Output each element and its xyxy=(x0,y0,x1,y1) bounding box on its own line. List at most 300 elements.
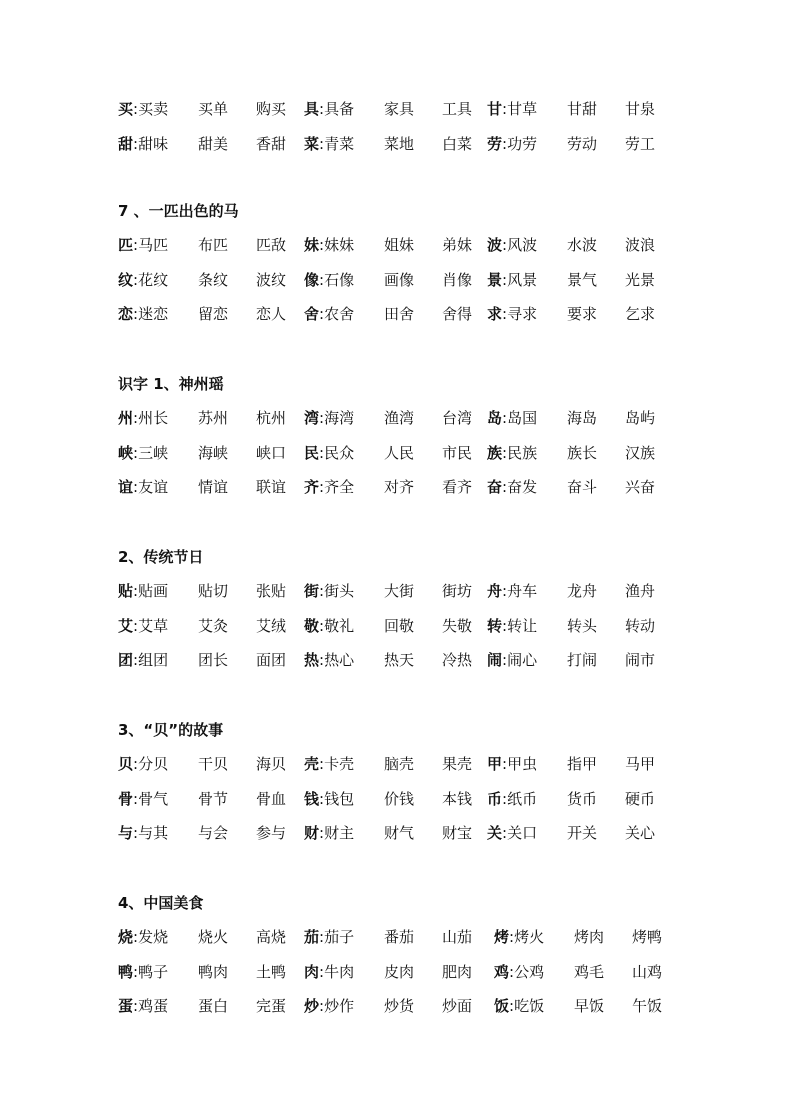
vocab-character: 热 xyxy=(304,651,320,669)
vocab-row xyxy=(0,96,790,122)
vocab-entry xyxy=(304,959,354,985)
vocab-word: 海湾 xyxy=(324,409,355,427)
colon-separator: : xyxy=(502,789,508,808)
vocab-row xyxy=(0,578,790,604)
vocab-character: 求 xyxy=(487,305,503,323)
vocab-word: 马匹 xyxy=(138,236,169,254)
vocab-word: 干贝 xyxy=(198,755,229,773)
vocab-entry xyxy=(487,647,537,673)
vocab-word: 冷热 xyxy=(442,651,473,669)
vocab-character: 街 xyxy=(304,582,320,600)
vocab-word: 闹市 xyxy=(625,651,656,669)
vocab-word: 青菜 xyxy=(324,134,355,153)
vocab-word: 果壳 xyxy=(442,755,473,773)
vocab-entry xyxy=(304,96,354,122)
vocab-character: 闹 xyxy=(487,651,503,669)
vocab-word: 失敬 xyxy=(442,616,473,635)
colon-separator: : xyxy=(509,928,515,946)
vocab-character: 钱 xyxy=(304,789,320,808)
colon-separator: : xyxy=(319,270,325,289)
vocab-entry xyxy=(118,751,168,777)
vocab-word: 价钱 xyxy=(384,789,415,808)
vocab-character: 舟 xyxy=(487,582,503,600)
colon-separator: : xyxy=(319,134,325,153)
colon-separator: : xyxy=(133,478,139,496)
colon-separator: : xyxy=(319,616,325,635)
vocab-word: 菜地 xyxy=(384,134,415,153)
vocab-entry xyxy=(494,959,544,985)
vocab-entry xyxy=(118,820,168,846)
vocab-word: 钱包 xyxy=(324,789,355,808)
vocab-entry xyxy=(304,232,354,258)
vocab-word: 团长 xyxy=(198,651,229,669)
vocab-word: 姐妹 xyxy=(384,236,415,254)
vocab-entry xyxy=(118,474,168,500)
vocab-entry xyxy=(118,440,168,466)
vocab-character: 甘 xyxy=(487,100,503,118)
vocab-entry xyxy=(487,751,537,777)
vocab-word: 艾绒 xyxy=(256,616,287,635)
colon-separator: : xyxy=(133,443,139,462)
colon-separator: : xyxy=(133,270,139,289)
vocab-word: 烤鸭 xyxy=(632,928,663,946)
vocab-word: 看齐 xyxy=(442,478,473,496)
vocab-entry xyxy=(487,232,537,258)
vocab-entry xyxy=(118,924,168,950)
vocab-word: 石像 xyxy=(324,270,355,289)
vocab-word: 鸭子 xyxy=(138,962,169,981)
vocab-character: 匹 xyxy=(118,236,134,254)
colon-separator: : xyxy=(502,270,508,289)
vocab-word: 贴画 xyxy=(138,582,169,600)
vocab-word: 与会 xyxy=(198,824,229,842)
vocab-entry xyxy=(487,613,537,639)
vocab-entry xyxy=(118,959,168,985)
vocab-word: 联谊 xyxy=(256,478,287,496)
vocab-word: 完蛋 xyxy=(256,997,287,1015)
vocab-word: 台湾 xyxy=(442,409,473,427)
vocab-word: 景气 xyxy=(567,270,598,289)
vocab-entry xyxy=(304,786,354,812)
vocab-entry xyxy=(118,232,168,258)
vocab-entry xyxy=(118,786,168,812)
vocab-word: 峡口 xyxy=(256,443,287,462)
colon-separator: : xyxy=(319,997,325,1015)
vocab-character: 与 xyxy=(118,824,134,842)
vocab-character: 谊 xyxy=(118,478,134,496)
vocab-word: 香甜 xyxy=(256,134,287,153)
vocab-character: 具 xyxy=(304,100,320,118)
vocab-word: 水波 xyxy=(567,236,598,254)
vocab-entry xyxy=(487,786,537,812)
section-title: 3、“贝”的故事 xyxy=(118,721,224,739)
vocab-entry xyxy=(487,578,537,604)
vocab-word: 艾灸 xyxy=(198,616,229,635)
vocab-row xyxy=(0,647,790,673)
vocab-word: 鸡毛 xyxy=(574,962,605,981)
vocab-word: 寻求 xyxy=(507,305,538,323)
vocab-word: 杭州 xyxy=(256,409,287,427)
vocab-word: 热心 xyxy=(324,651,355,669)
vocab-word: 情谊 xyxy=(198,478,229,496)
vocab-word: 对齐 xyxy=(384,478,415,496)
vocab-word: 山茄 xyxy=(442,928,473,946)
vocab-word: 波浪 xyxy=(625,236,656,254)
vocab-word: 甲虫 xyxy=(507,755,538,773)
colon-separator: : xyxy=(502,134,508,153)
colon-separator: : xyxy=(319,962,325,981)
vocab-word: 财宝 xyxy=(442,824,473,842)
vocab-character: 景 xyxy=(487,270,503,289)
vocab-entry xyxy=(304,993,354,1019)
vocab-word: 奋斗 xyxy=(567,478,598,496)
vocab-character: 贝 xyxy=(118,755,134,773)
vocab-row xyxy=(0,301,790,327)
vocab-word: 硬币 xyxy=(625,789,656,808)
vocab-word: 贴切 xyxy=(198,582,229,600)
vocab-word: 家具 xyxy=(384,100,415,118)
vocab-entry xyxy=(487,131,537,157)
vocab-word: 烧火 xyxy=(198,928,229,946)
colon-separator: : xyxy=(319,443,325,462)
colon-separator: : xyxy=(502,478,508,496)
vocab-entry xyxy=(304,131,354,157)
vocab-word: 舍得 xyxy=(442,305,473,323)
vocab-character: 甜 xyxy=(118,134,134,153)
vocab-character: 骨 xyxy=(118,789,134,808)
vocab-word: 指甲 xyxy=(567,755,598,773)
vocab-word: 面团 xyxy=(256,651,287,669)
vocab-word: 龙舟 xyxy=(567,582,598,600)
vocab-entry xyxy=(118,267,168,293)
colon-separator: : xyxy=(133,997,139,1015)
vocab-word: 炒货 xyxy=(384,997,415,1015)
colon-separator: : xyxy=(133,582,139,600)
colon-separator: : xyxy=(133,755,139,773)
colon-separator: : xyxy=(319,651,325,669)
vocab-word: 牛肉 xyxy=(324,962,355,981)
vocab-entry xyxy=(487,440,537,466)
vocab-word: 舟车 xyxy=(507,582,538,600)
vocab-row xyxy=(0,613,790,639)
colon-separator: : xyxy=(133,305,139,323)
colon-separator: : xyxy=(502,100,508,118)
vocab-word: 弟妹 xyxy=(442,236,473,254)
vocab-character: 恋 xyxy=(118,305,134,323)
vocab-row xyxy=(0,267,790,293)
vocab-row xyxy=(0,131,790,157)
vocab-word: 友谊 xyxy=(138,478,169,496)
vocab-word: 苏州 xyxy=(198,409,229,427)
vocab-character: 烧 xyxy=(118,928,134,946)
vocab-word: 烤火 xyxy=(514,928,545,946)
vocab-word: 公鸡 xyxy=(514,962,545,981)
vocab-character: 炒 xyxy=(304,997,320,1015)
vocab-word: 海岛 xyxy=(567,409,598,427)
vocab-entry xyxy=(487,405,537,431)
vocab-word: 劳动 xyxy=(567,134,598,153)
vocab-word: 组团 xyxy=(138,651,169,669)
vocab-word: 大街 xyxy=(384,582,415,600)
vocab-entry xyxy=(304,820,354,846)
vocab-entry xyxy=(487,301,537,327)
vocab-word: 渔湾 xyxy=(384,409,415,427)
vocab-word: 蛋白 xyxy=(198,997,229,1015)
vocab-word: 农舍 xyxy=(324,305,355,323)
vocab-word: 布匹 xyxy=(198,236,229,254)
colon-separator: : xyxy=(133,134,139,153)
vocab-word: 高烧 xyxy=(256,928,287,946)
colon-separator: : xyxy=(502,651,508,669)
vocab-character: 波 xyxy=(487,236,503,254)
vocab-entry xyxy=(304,578,354,604)
vocab-word: 画像 xyxy=(384,270,415,289)
vocab-word: 民众 xyxy=(324,443,355,462)
vocab-word: 田舍 xyxy=(384,305,415,323)
vocab-word: 本钱 xyxy=(442,789,473,808)
vocab-row xyxy=(0,959,790,985)
vocab-word: 开关 xyxy=(567,824,598,842)
vocab-character: 币 xyxy=(487,789,503,808)
colon-separator: : xyxy=(502,443,508,462)
vocab-word: 骨血 xyxy=(256,789,287,808)
vocab-entry xyxy=(494,993,544,1019)
vocab-word: 吃饭 xyxy=(514,997,545,1015)
vocab-word: 民族 xyxy=(507,443,538,462)
vocab-word: 番茄 xyxy=(384,928,415,946)
section-title: 识字 1、神州瑶 xyxy=(118,375,224,393)
vocab-row xyxy=(0,924,790,950)
vocab-entry xyxy=(118,993,168,1019)
vocab-word: 鸡蛋 xyxy=(138,997,169,1015)
vocab-character: 艾 xyxy=(118,616,134,635)
vocab-character: 奋 xyxy=(487,478,503,496)
vocab-character: 关 xyxy=(487,824,503,842)
vocab-word: 茄子 xyxy=(324,928,355,946)
vocab-word: 打闹 xyxy=(567,651,598,669)
vocab-word: 买单 xyxy=(198,100,229,118)
vocab-character: 贴 xyxy=(118,582,134,600)
vocab-entry xyxy=(118,647,168,673)
vocab-word: 转头 xyxy=(567,616,598,635)
colon-separator: : xyxy=(502,755,508,773)
vocab-entry xyxy=(118,301,168,327)
colon-separator: : xyxy=(502,616,508,635)
colon-separator: : xyxy=(319,236,325,254)
colon-separator: : xyxy=(319,409,325,427)
colon-separator: : xyxy=(509,997,515,1015)
vocab-row xyxy=(0,440,790,466)
vocab-entry xyxy=(304,751,354,777)
colon-separator: : xyxy=(319,100,325,118)
vocab-entry xyxy=(304,267,354,293)
vocab-character: 鸭 xyxy=(118,962,134,981)
vocab-word: 早饭 xyxy=(574,997,605,1015)
vocab-entry xyxy=(304,405,354,431)
vocab-entry xyxy=(304,474,354,500)
vocab-word: 奋发 xyxy=(507,478,538,496)
vocab-word: 光景 xyxy=(625,270,656,289)
vocab-word: 关口 xyxy=(507,824,538,842)
colon-separator: : xyxy=(133,789,139,808)
vocab-word: 皮肉 xyxy=(384,962,415,981)
vocab-word: 转动 xyxy=(625,616,656,635)
vocab-word: 骨气 xyxy=(138,789,169,808)
vocab-word: 马甲 xyxy=(625,755,656,773)
vocab-word: 要求 xyxy=(567,305,598,323)
vocab-character: 湾 xyxy=(304,409,320,427)
vocab-word: 关心 xyxy=(625,824,656,842)
vocab-word: 参与 xyxy=(256,824,287,842)
colon-separator: : xyxy=(133,100,139,118)
vocab-word: 人民 xyxy=(384,443,415,462)
vocab-entry xyxy=(118,613,168,639)
vocab-word: 烤肉 xyxy=(574,928,605,946)
colon-separator: : xyxy=(319,824,325,842)
vocab-word: 三峡 xyxy=(138,443,169,462)
colon-separator: : xyxy=(319,305,325,323)
vocab-row xyxy=(0,474,790,500)
vocab-word: 汉族 xyxy=(625,443,656,462)
vocab-word: 州长 xyxy=(138,409,169,427)
vocab-word: 岛屿 xyxy=(625,409,656,427)
vocab-word: 午饭 xyxy=(632,997,663,1015)
vocab-character: 财 xyxy=(304,824,320,842)
vocab-word: 闹心 xyxy=(507,651,538,669)
vocab-character: 劳 xyxy=(487,134,503,153)
vocab-word: 与其 xyxy=(138,824,169,842)
vocab-entry xyxy=(304,924,354,950)
colon-separator: : xyxy=(502,582,508,600)
vocab-word: 街坊 xyxy=(442,582,473,600)
vocab-entry xyxy=(118,578,168,604)
vocab-word: 山鸡 xyxy=(632,962,663,981)
section-title: 2、传统节日 xyxy=(118,548,204,566)
vocab-row xyxy=(0,786,790,812)
vocab-entry xyxy=(118,405,168,431)
vocab-character: 齐 xyxy=(304,478,320,496)
vocab-word: 甜味 xyxy=(138,134,169,153)
vocab-word: 甘草 xyxy=(507,100,538,118)
vocab-word: 转让 xyxy=(507,616,538,635)
vocab-word: 卡壳 xyxy=(324,755,355,773)
vocab-entry xyxy=(304,440,354,466)
vocab-row xyxy=(0,405,790,431)
vocab-word: 回敬 xyxy=(384,616,415,635)
vocab-word: 风波 xyxy=(507,236,538,254)
vocab-word: 乞求 xyxy=(625,305,656,323)
vocab-word: 财气 xyxy=(384,824,415,842)
vocab-character: 饭 xyxy=(494,997,510,1015)
vocab-character: 甲 xyxy=(487,755,503,773)
vocab-row xyxy=(0,993,790,1019)
vocab-entry xyxy=(304,647,354,673)
vocab-character: 敬 xyxy=(304,616,320,635)
colon-separator: : xyxy=(502,236,508,254)
vocab-word: 脑壳 xyxy=(384,755,415,773)
vocab-word: 市民 xyxy=(442,443,473,462)
vocab-entry xyxy=(118,131,168,157)
colon-separator: : xyxy=(133,962,139,981)
vocab-character: 鸡 xyxy=(494,962,510,981)
vocab-word: 张贴 xyxy=(256,582,287,600)
vocab-word: 热天 xyxy=(384,651,415,669)
colon-separator: : xyxy=(319,789,325,808)
vocab-entry xyxy=(304,613,354,639)
vocab-word: 炒面 xyxy=(442,997,473,1015)
vocab-entry xyxy=(487,96,537,122)
vocab-word: 货币 xyxy=(567,789,598,808)
vocab-word: 兴奋 xyxy=(625,478,656,496)
vocab-word: 妹妹 xyxy=(324,236,355,254)
vocab-word: 鸭肉 xyxy=(198,962,229,981)
vocab-entry xyxy=(118,96,168,122)
section-title: 7 、一匹出色的马 xyxy=(118,202,239,220)
vocab-row xyxy=(0,751,790,777)
vocab-word: 恋人 xyxy=(256,305,287,323)
vocab-word: 甘甜 xyxy=(567,100,598,118)
colon-separator: : xyxy=(133,928,139,946)
vocab-entry xyxy=(494,924,544,950)
vocab-word: 海贝 xyxy=(256,755,287,773)
vocab-character: 纹 xyxy=(118,270,134,289)
colon-separator: : xyxy=(502,409,508,427)
vocab-word: 劳工 xyxy=(625,134,656,153)
vocab-word: 土鸭 xyxy=(256,962,287,981)
vocab-word: 白菜 xyxy=(442,134,473,153)
vocab-word: 肖像 xyxy=(442,270,473,289)
vocab-word: 分贝 xyxy=(138,755,169,773)
vocab-character: 转 xyxy=(487,616,503,635)
colon-separator: : xyxy=(133,824,139,842)
vocab-word: 街头 xyxy=(324,582,355,600)
vocab-word: 波纹 xyxy=(256,270,287,289)
section-title: 4、中国美食 xyxy=(118,894,204,912)
vocab-word: 条纹 xyxy=(198,270,229,289)
vocab-word: 肥肉 xyxy=(442,962,473,981)
vocab-word: 海峡 xyxy=(198,443,229,462)
vocab-word: 甜美 xyxy=(198,134,229,153)
vocab-character: 买 xyxy=(118,100,134,118)
vocab-character: 舍 xyxy=(304,305,320,323)
vocab-character: 菜 xyxy=(304,134,320,153)
colon-separator: : xyxy=(319,755,325,773)
vocab-entry xyxy=(487,267,537,293)
vocab-entry xyxy=(487,474,537,500)
vocab-character: 峡 xyxy=(118,443,134,462)
vocab-word: 族长 xyxy=(567,443,598,462)
vocab-word: 花纹 xyxy=(138,270,169,289)
vocab-word: 财主 xyxy=(324,824,355,842)
colon-separator: : xyxy=(509,962,515,981)
vocab-row xyxy=(0,232,790,258)
vocab-character: 妹 xyxy=(304,236,320,254)
vocab-character: 团 xyxy=(118,651,134,669)
colon-separator: : xyxy=(319,928,325,946)
vocab-character: 民 xyxy=(304,443,320,462)
vocab-character: 族 xyxy=(487,443,503,462)
colon-separator: : xyxy=(133,236,139,254)
colon-separator: : xyxy=(319,582,325,600)
vocab-word: 发烧 xyxy=(138,928,169,946)
vocab-word: 具备 xyxy=(324,100,355,118)
vocab-entry xyxy=(487,820,537,846)
vocab-character: 像 xyxy=(304,270,320,289)
colon-separator: : xyxy=(133,409,139,427)
vocab-character: 肉 xyxy=(304,962,320,981)
vocab-word: 敬礼 xyxy=(324,616,355,635)
vocab-word: 留恋 xyxy=(198,305,229,323)
